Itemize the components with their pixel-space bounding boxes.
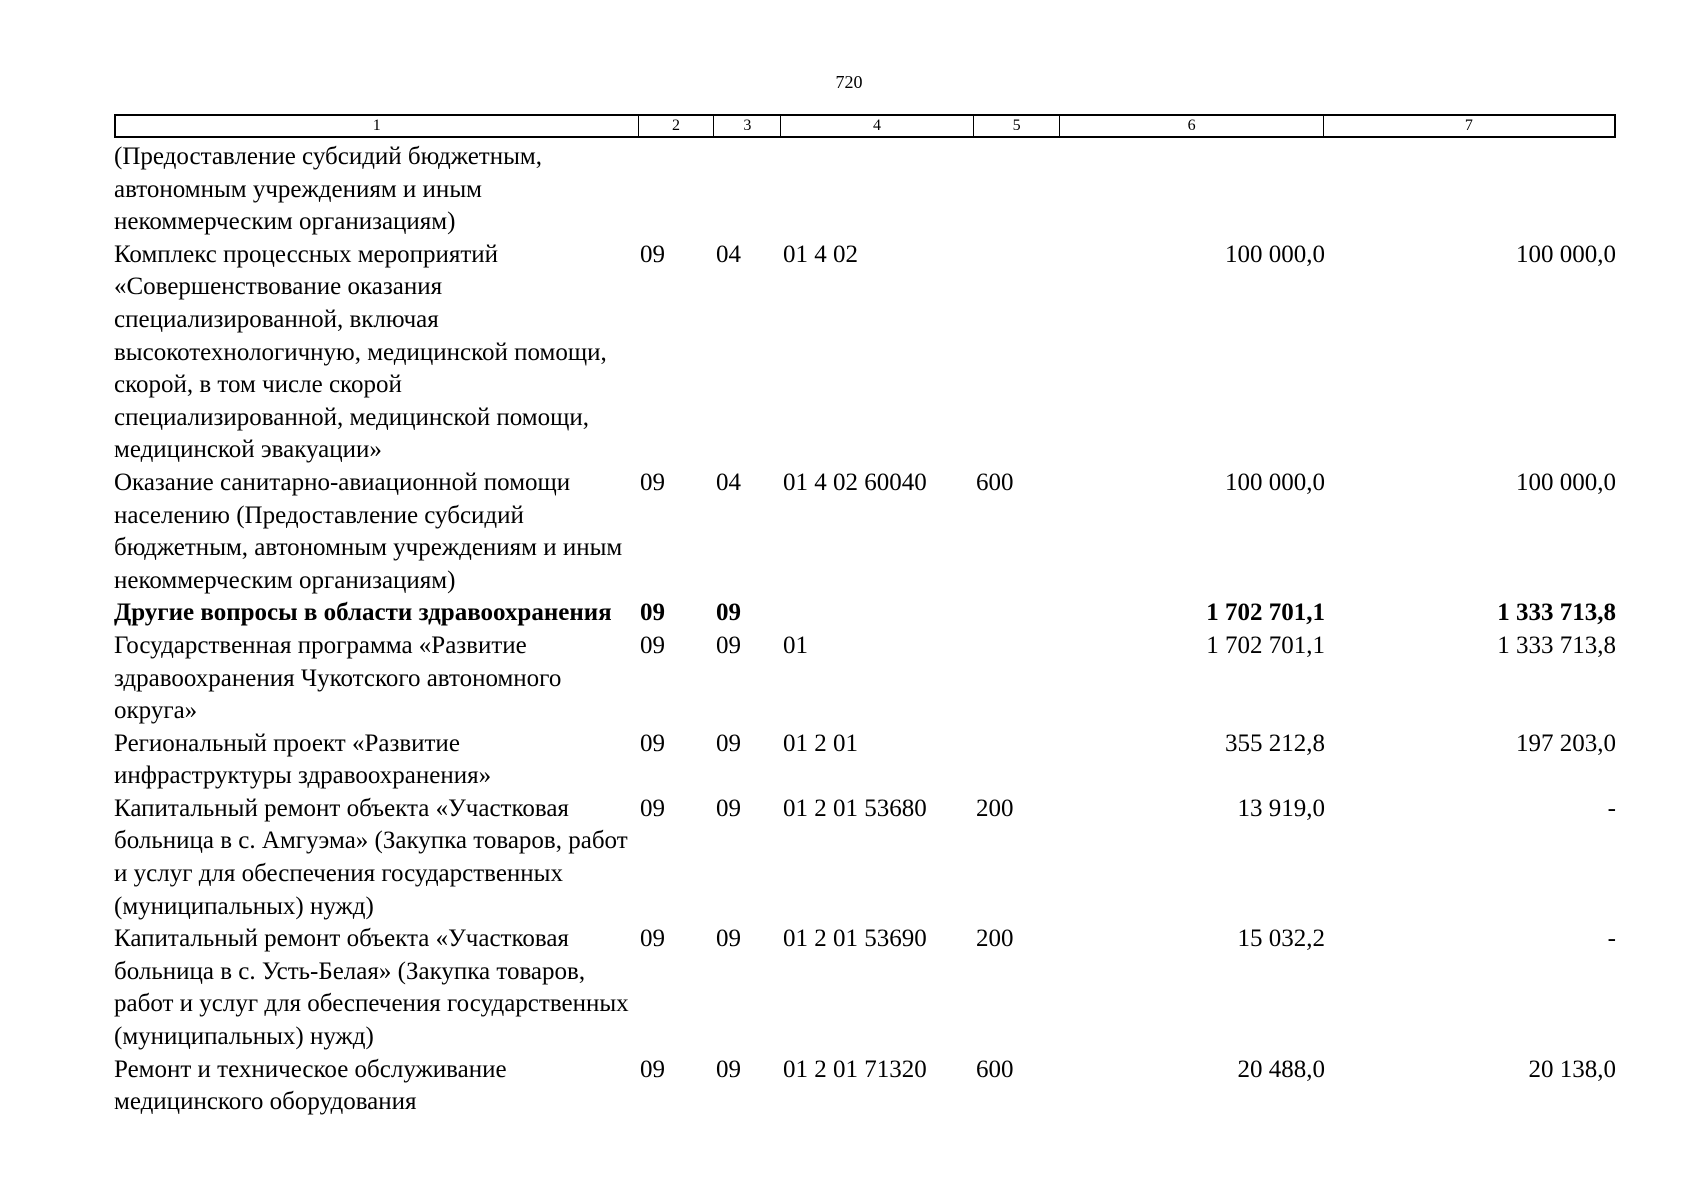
subsection-code: 09 — [716, 794, 741, 822]
table-row — [114, 923, 1616, 1053]
row-description: Оказание санитарно-авиационной помощи населению (Предоставление субсидий бюджетным, автономным учреждениям и иным некоммерческим организациям) — [114, 468, 623, 594]
amount-column-7 — [1325, 141, 1616, 239]
column-header-3: 3 — [714, 116, 781, 136]
section-code: 09 — [640, 925, 665, 953]
amount-column-6: 15 032,2 — [1237, 925, 1325, 953]
amount-column-7: - — [1607, 925, 1616, 953]
subsection-code: 09 — [716, 729, 741, 757]
table-row — [114, 1054, 1616, 1119]
expense-type-code — [974, 630, 1061, 728]
column-header-6: 6 — [1060, 116, 1323, 136]
amount-column-6: 20 488,0 — [1237, 1055, 1325, 1083]
target-article-code: 01 2 01 53690 — [783, 925, 927, 953]
target-article-code — [781, 597, 974, 630]
section-code: 09 — [640, 240, 665, 268]
amount-column-7: 1 333 713,8 — [1497, 599, 1616, 627]
expense-type-code — [974, 728, 1061, 793]
row-description: Капитальный ремонт объекта «Участковая больница в с. Амгуэма» (Закупка товаров, работ и услуг для обеспечения государственных (муниципальных) нужд) — [114, 794, 628, 920]
section-code: 09 — [640, 631, 665, 659]
page-number: 720 — [835, 72, 863, 92]
target-article-code — [781, 141, 974, 239]
table-row-section-heading — [114, 597, 1616, 630]
section-code: 09 — [640, 1055, 665, 1083]
column-header-2: 2 — [639, 116, 715, 136]
column-header-5: 5 — [974, 116, 1061, 136]
amount-column-6: 13 919,0 — [1237, 794, 1325, 822]
target-article-code: 01 2 01 — [783, 729, 858, 757]
expense-type-code: 600 — [976, 468, 1014, 496]
expense-type-code — [974, 597, 1061, 630]
amount-column-6: 1 702 701,1 — [1206, 631, 1325, 659]
row-description: Региональный проект «Развитие инфраструктуры здравоохранения» — [114, 729, 492, 790]
row-description: Комплекс процессных мероприятий «Совершенствование оказания специализированной, включая высокотехнологичную, медицинской помощи, скорой, в том числе скорой специализированной, медицинской помощи, медицинской эвакуации» — [114, 240, 607, 464]
row-description: Другие вопросы в области здравоохранения — [114, 599, 612, 627]
table-row — [114, 793, 1616, 923]
section-code: 09 — [640, 599, 665, 627]
expense-type-code — [974, 239, 1061, 467]
table-row — [114, 630, 1616, 728]
section-code: 09 — [640, 468, 665, 496]
amount-column-7: 100 000,0 — [1516, 240, 1616, 268]
amount-column-7: 1 333 713,8 — [1497, 631, 1616, 659]
amount-column-6: 1 702 701,1 — [1206, 599, 1325, 627]
subsection-code: 09 — [716, 925, 741, 953]
amount-column-6: 355 212,8 — [1225, 729, 1325, 757]
subsection-code: 04 — [716, 468, 741, 496]
expense-type-code — [974, 141, 1061, 239]
amount-column-6: 100 000,0 — [1225, 240, 1325, 268]
budget-table-body — [114, 141, 1616, 1119]
target-article-code: 01 4 02 — [783, 240, 858, 268]
target-article-code: 01 — [783, 631, 808, 659]
subsection-code: 04 — [716, 240, 741, 268]
column-header-1: 1 — [116, 116, 639, 136]
target-article-code: 01 2 01 71320 — [783, 1055, 927, 1083]
section-code: 09 — [640, 794, 665, 822]
expense-type-code: 600 — [976, 1055, 1014, 1083]
subsection-code: 09 — [716, 631, 741, 659]
amount-column-6: 100 000,0 — [1225, 468, 1325, 496]
row-description: Капитальный ремонт объекта «Участковая больница в с. Усть-Белая» (Закупка товаров, работ и услуг для обеспечения государственных (муниципальных) нужд) — [114, 925, 629, 1051]
row-description: Ремонт и техническое обслуживание медицинского оборудования — [114, 1055, 507, 1116]
section-code: 09 — [640, 729, 665, 757]
expense-type-code: 200 — [976, 925, 1014, 953]
amount-column-6 — [1061, 141, 1325, 239]
table-row — [114, 728, 1616, 793]
table-header-row — [114, 114, 1616, 138]
column-header-4: 4 — [781, 116, 973, 136]
subsection-code: 09 — [716, 1055, 741, 1083]
table-row — [114, 141, 1616, 239]
expense-type-code: 200 — [976, 794, 1014, 822]
column-header-7: 7 — [1464, 117, 1473, 134]
row-description: (Предоставление субсидий бюджетным, автономным учреждениям и иным некоммерческим организациям) — [114, 143, 542, 236]
subsection-code — [714, 141, 781, 239]
section-code — [638, 141, 714, 239]
amount-column-7: 20 138,0 — [1528, 1055, 1616, 1083]
target-article-code: 01 4 02 60040 — [783, 468, 927, 496]
table-row — [114, 239, 1616, 467]
target-article-code: 01 2 01 53680 — [783, 794, 927, 822]
amount-column-7: 197 203,0 — [1516, 729, 1616, 757]
amount-column-7: 100 000,0 — [1516, 468, 1616, 496]
row-description: Государственная программа «Развитие здравоохранения Чукотского автономного округа» — [114, 631, 562, 725]
subsection-code: 09 — [716, 599, 741, 627]
amount-column-7: - — [1607, 794, 1616, 822]
table-row — [114, 467, 1616, 597]
